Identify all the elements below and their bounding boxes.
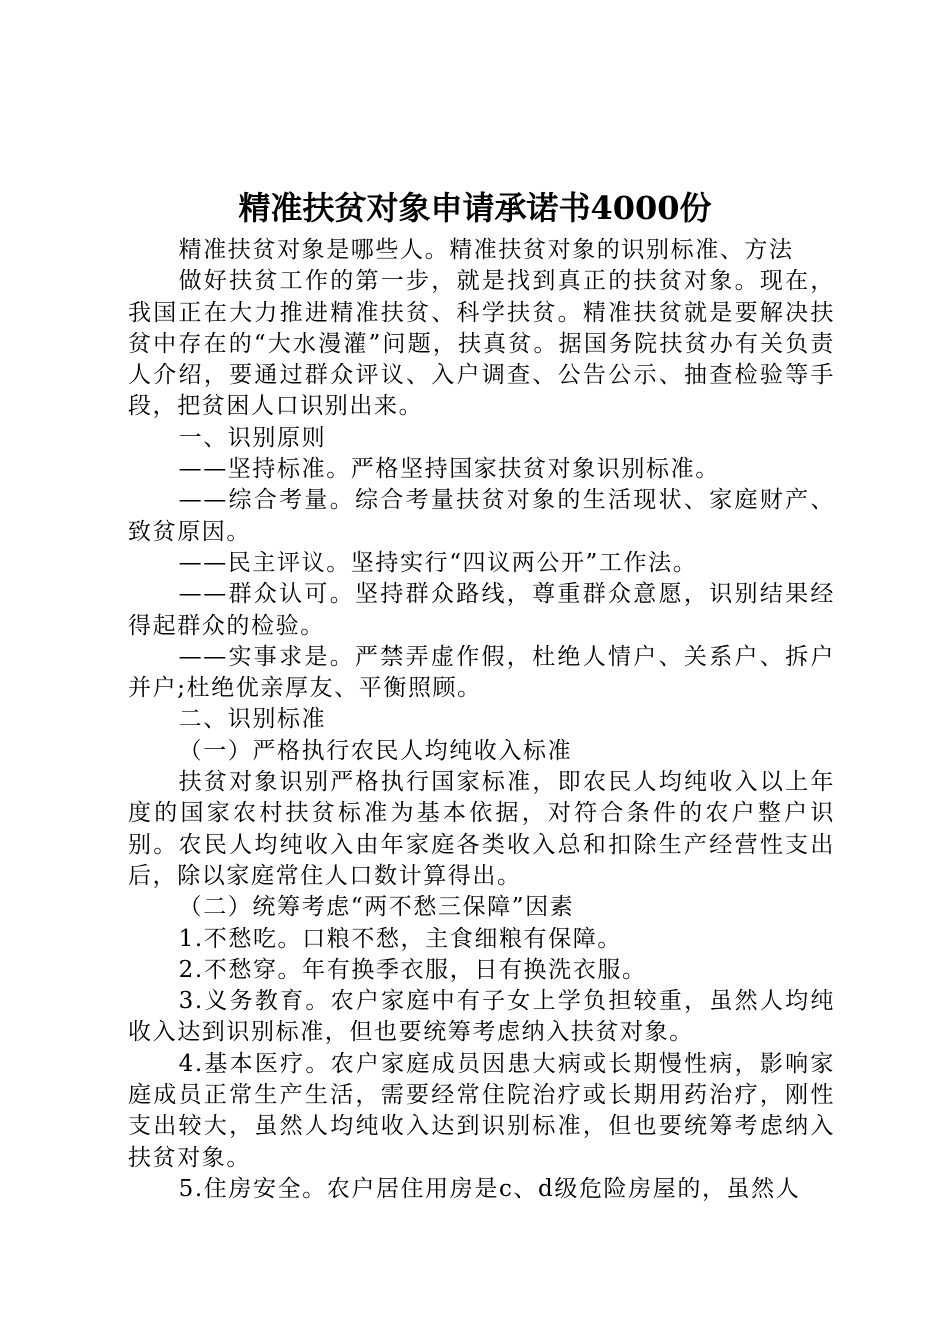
document-title: 精准扶贫对象申请承诺书4000份 — [238, 189, 712, 227]
paragraph-income-standard: 扶贫对象识别严格执行国家标准，即农民人均纯收入以上年度的国家农村扶贫标准为基本依据，对符合条件的农户整户识别。农民人均纯收入由年家庭各类收入总和扣除生产经营性支出后，除以家庭常住人口数计算得出。 — [128, 769, 835, 889]
principle-item: ——坚持标准。严格坚持国家扶贫对象识别标准。 — [178, 456, 720, 483]
standard-item: 2.不愁穿。年有换季衣服，日有换洗衣服。 — [178, 956, 647, 983]
standard-item: 1.不愁吃。口粮不愁，主食细粮有保障。 — [178, 925, 622, 952]
principle-item: ——群众认可。坚持群众路线，尊重群众意愿，识别结果经得起群众的检验。 — [128, 581, 835, 639]
principle-item: ——实事求是。严禁弄虚作假，杜绝人情户、关系户、拆户并户;杜绝优亲厚友、平衡照顾。 — [128, 643, 835, 702]
document-body — [128, 235, 835, 1205]
subsection-heading-two-three: （二）统筹考虑“两不愁三保障”因素 — [178, 894, 575, 921]
paragraph-intro-heading: 精准扶贫对象是哪些人。精准扶贫对象的识别标准、方法 — [178, 237, 794, 263]
standard-item: 5.住房安全。农户居住用房是c、d级危险房屋的，虽然人 — [178, 1175, 801, 1202]
section-heading-standards: 二、识别标准 — [178, 706, 327, 733]
principle-item: ——综合考量。综合考量扶贫对象的生活现状、家庭财产、致贫原因。 — [128, 487, 835, 545]
principle-item: ——民主评议。坚持实行“四议两公开”工作法。 — [178, 549, 698, 576]
section-heading-principles: 一、识别原则 — [178, 424, 327, 451]
paragraph-intro-body: 做好扶贫工作的第一步，就是找到真正的扶贫对象。现在，我国正在大力推进精准扶贫、科学扶贫。精准扶贫就是要解决扶贫中存在的“大水漫灌”问题，扶真贫。据国务院扶贫办有关负责人介绍，要通过群众评议、入户调查、公告公示、抽查检验等手段，把贫困人口识别出来。 — [128, 268, 835, 420]
standard-item: 4.基本医疗。农户家庭成员因患大病或长期慢性病，影响家庭成员正常生产生活，需要经常住院治疗或长期用药治疗，刚性支出较大，虽然人均纯收入达到识别标准，但也要统筹考虑纳入扶贫对象。 — [128, 1050, 835, 1171]
subsection-heading-income: （一）严格执行农民人均纯收入标准 — [178, 737, 573, 764]
standard-item: 3.义务教育。农户家庭中有子女上学负担较重，虽然人均纯收入达到识别标准，但也要统筹考虑纳入扶贫对象。 — [128, 988, 835, 1046]
